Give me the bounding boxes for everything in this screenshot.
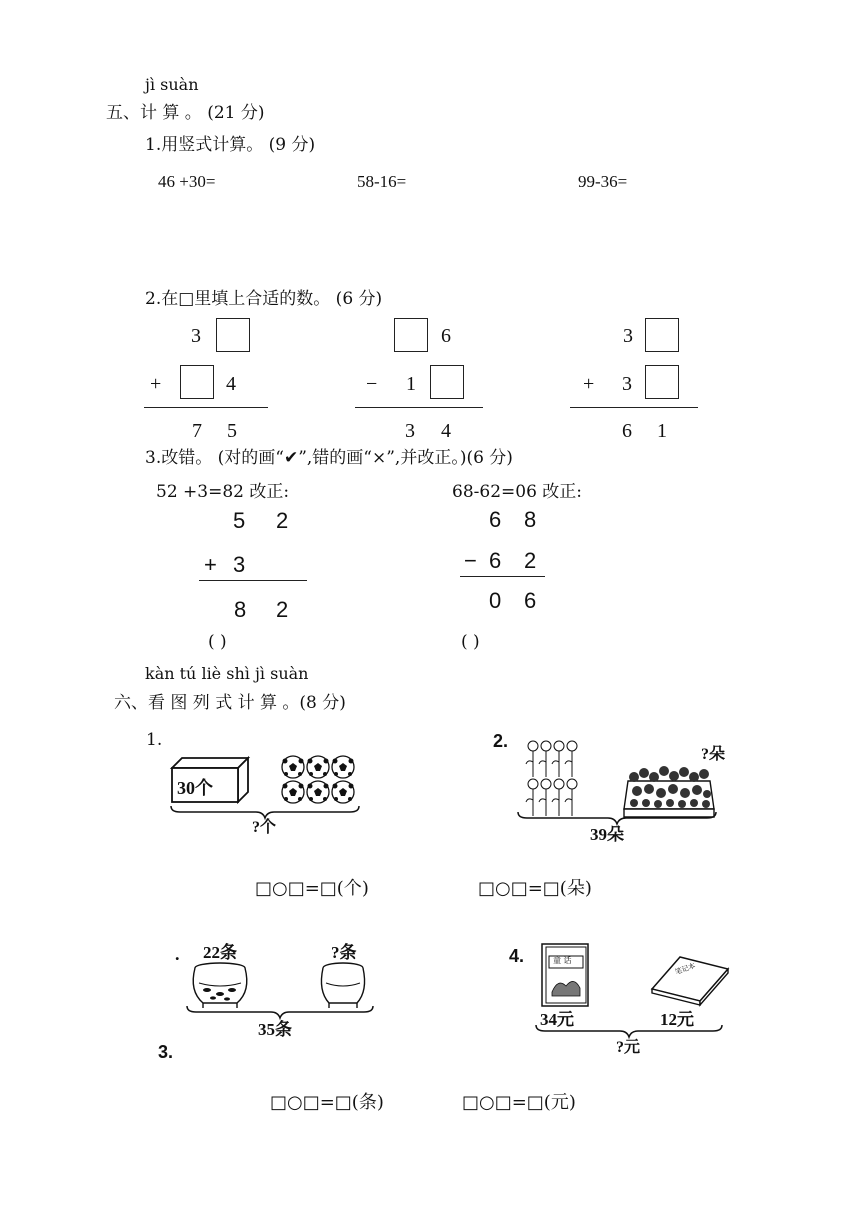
vertical-digit: 5 bbox=[233, 508, 246, 533]
empty-pot-icon bbox=[318, 963, 368, 1009]
result-digit: 3 bbox=[405, 420, 415, 442]
total-label: ?元 bbox=[616, 1039, 641, 1056]
vertical-digit: 8 bbox=[234, 597, 247, 622]
vertical-digit: 8 bbox=[524, 507, 537, 532]
vertical-digit: 6 bbox=[489, 507, 502, 532]
vertical-digit: 6 bbox=[524, 588, 537, 613]
puzzle-mid-digit: 4 bbox=[226, 373, 236, 395]
notebook-title: 笔记本 bbox=[674, 961, 697, 977]
q3-label: 68-62=06 改正: bbox=[452, 482, 583, 502]
storybook-icon bbox=[540, 942, 592, 1008]
puzzle-operator: + bbox=[583, 373, 595, 395]
vertical-digit: 2 bbox=[524, 548, 537, 573]
problem-number: 2. bbox=[493, 731, 509, 751]
answer-template-1[interactable]: □○□=□(个) bbox=[255, 878, 369, 899]
sum-line bbox=[144, 407, 268, 408]
puzzle-top-digit: 3 bbox=[191, 325, 201, 347]
sum-line bbox=[460, 576, 545, 577]
q1-title: 1.用竖式计算。 (9 分) bbox=[145, 135, 316, 155]
stray-dot: . bbox=[175, 944, 180, 964]
vertical-digit: 6 bbox=[489, 548, 502, 573]
puzzle-top-digit: 3 bbox=[623, 325, 633, 347]
answer-box[interactable] bbox=[645, 318, 679, 352]
unknown-label: ?条 bbox=[331, 943, 357, 962]
answer-box[interactable] bbox=[216, 318, 250, 352]
flower-bed-icon bbox=[622, 763, 716, 819]
brace-line bbox=[170, 806, 360, 820]
problem-number: 1. bbox=[146, 730, 163, 750]
answer-template-3[interactable]: □○□=□(条) bbox=[270, 1092, 384, 1113]
section5-pinyin: jì suàn bbox=[145, 75, 199, 94]
result-digit: 1 bbox=[657, 420, 667, 442]
problem-number: 4. bbox=[509, 946, 525, 966]
answer-box[interactable] bbox=[430, 365, 464, 399]
problem-number: 3. bbox=[158, 1042, 174, 1062]
q2-title: 2.在□里填上合适的数。 (6 分) bbox=[145, 289, 383, 309]
puzzle-top-digit: 6 bbox=[441, 325, 451, 347]
section6-pinyin: kàn tú liè shì jì suàn bbox=[145, 664, 309, 683]
vertical-digit: 0 bbox=[489, 588, 502, 613]
right-price-label: 12元 bbox=[660, 1010, 694, 1029]
brace-line bbox=[517, 812, 717, 826]
puzzle-operator: − bbox=[366, 373, 378, 395]
total-label: 39朵 bbox=[590, 825, 624, 844]
flowers-icon bbox=[525, 740, 585, 818]
vertical-digit: 2 bbox=[276, 508, 289, 533]
puzzle-operator: + bbox=[150, 373, 162, 395]
answer-box[interactable] bbox=[645, 365, 679, 399]
sum-line bbox=[355, 407, 483, 408]
vertical-operator: + bbox=[204, 552, 217, 577]
result-digit: 7 bbox=[192, 420, 202, 442]
fish-pot-icon bbox=[189, 963, 251, 1009]
unknown-label: ?朵 bbox=[701, 746, 726, 763]
answer-parentheses[interactable]: ( ) bbox=[208, 632, 227, 652]
q1-problem-3: 99-36= bbox=[578, 172, 628, 191]
answer-parentheses[interactable]: ( ) bbox=[461, 632, 480, 652]
vertical-digit: 2 bbox=[276, 597, 289, 622]
result-digit: 4 bbox=[441, 420, 451, 442]
answer-template-4[interactable]: □○□=□(元) bbox=[462, 1092, 576, 1113]
total-label: 35条 bbox=[258, 1020, 292, 1039]
brace-line bbox=[186, 1006, 374, 1020]
left-count-label: 22条 bbox=[203, 943, 237, 962]
puzzle-mid-digit: 3 bbox=[622, 373, 632, 395]
total-label: ?个 bbox=[252, 819, 277, 836]
box-label: 30个 bbox=[177, 778, 213, 798]
result-digit: 6 bbox=[622, 420, 632, 442]
soccer-balls-icon bbox=[281, 754, 357, 806]
answer-template-2[interactable]: □○□=□(朵) bbox=[478, 878, 592, 899]
q3-title: 3.改错。 (对的画“✔”,错的画“×”,并改正。)(6 分) bbox=[145, 448, 513, 468]
result-digit: 5 bbox=[227, 420, 237, 442]
section6-title: 六、看 图 列 式 计 算 。(8 分) bbox=[114, 693, 346, 713]
puzzle-mid-digit: 1 bbox=[406, 373, 416, 395]
storybook-title: 童 话 bbox=[553, 956, 572, 965]
q1-problem-1: 46 +30= bbox=[158, 172, 216, 191]
answer-box[interactable] bbox=[180, 365, 214, 399]
q1-problem-2: 58-16= bbox=[357, 172, 407, 191]
left-price-label: 34元 bbox=[540, 1010, 574, 1029]
q3-label: 52 +3=82 改正: bbox=[156, 482, 290, 502]
brace-line bbox=[535, 1025, 723, 1039]
vertical-operator: − bbox=[464, 548, 477, 573]
section5-title: 五、计 算 。 (21 分) bbox=[106, 103, 265, 123]
sum-line bbox=[570, 407, 698, 408]
vertical-digit: 3 bbox=[233, 552, 246, 577]
answer-box[interactable] bbox=[394, 318, 428, 352]
sum-line bbox=[199, 580, 307, 581]
